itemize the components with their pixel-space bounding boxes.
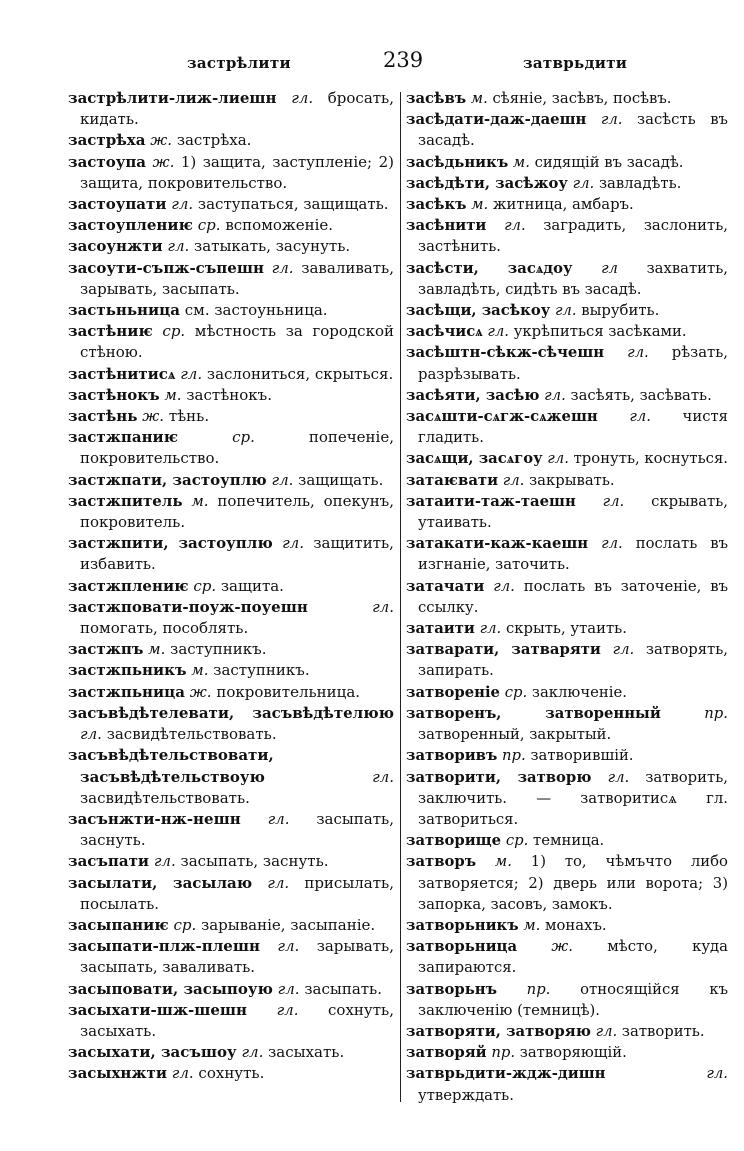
entry-part-of-speech: гл. xyxy=(167,237,190,256)
entry-part-of-speech: гл. xyxy=(241,1043,264,1062)
entry-part-of-speech: м. xyxy=(523,916,541,934)
entry-headword: затворяй xyxy=(406,1044,487,1062)
entry-definition: засѣсть въ засадѣ. xyxy=(418,111,728,150)
entry-definition: попеченіе, покровительство. xyxy=(80,428,394,468)
entry-definition: заступникъ. xyxy=(213,661,310,680)
dictionary-entry xyxy=(68,364,394,385)
dictionary-entry xyxy=(406,406,728,448)
entry-headword: затворъ xyxy=(406,853,477,871)
entry-part-of-speech: м. xyxy=(164,385,182,404)
entry-definition: послать въ изгнаніе, заточить. xyxy=(418,535,728,574)
dictionary-entry xyxy=(68,1042,394,1063)
entry-headword: застоуплениѥ xyxy=(68,216,193,235)
dictionary-entry xyxy=(68,873,394,915)
dictionary-entry xyxy=(406,215,728,257)
entry-part-of-speech: гл. xyxy=(554,302,577,320)
entry-part-of-speech: гл. xyxy=(80,725,102,744)
dictionary-entry xyxy=(406,915,728,936)
entry-definition: скрывать, утаивать. xyxy=(418,492,728,532)
entry-definition: укрѣпиться засѣками. xyxy=(513,323,687,341)
entry-headword: засыповати, засыпоую xyxy=(68,979,273,998)
dictionary-entry xyxy=(68,576,394,597)
dictionary-entry xyxy=(406,300,728,321)
entry-part-of-speech: гл. xyxy=(544,386,566,404)
entry-part-of-speech: м. xyxy=(494,853,512,871)
entry-definition: защита. xyxy=(220,576,284,595)
entry-definition: затыкать, засунуть. xyxy=(194,237,351,256)
entry-part-of-speech: ср. xyxy=(232,428,255,447)
dictionary-entry xyxy=(406,470,728,491)
dictionary-entry xyxy=(68,236,394,257)
entry-definition: послать въ заточеніе, въ ссылку. xyxy=(418,577,728,616)
entry-part-of-speech: гл. xyxy=(607,768,630,786)
entry-headword: застѣнитисѧ xyxy=(68,364,176,383)
entry-headword: засънжти-нж-нешн xyxy=(68,809,241,828)
dictionary-entry xyxy=(68,385,394,406)
entry-headword: застжпитель xyxy=(68,491,183,510)
dictionary-entry xyxy=(68,1063,394,1084)
dictionary-entry xyxy=(406,1042,728,1063)
dictionary-entry xyxy=(68,703,394,745)
entry-definition: засвидѣтельствовать. xyxy=(106,725,277,744)
entry-part-of-speech: гл. xyxy=(277,979,300,998)
entry-headword: застѣниѥ xyxy=(68,322,153,341)
entry-definition: утверждать. xyxy=(418,1086,514,1104)
entry-headword: засѣяти, засѣю xyxy=(406,386,540,404)
entry-headword: застжпити, застоуплю xyxy=(68,534,273,553)
entry-headword: застрѣлити-лиж-лиешн xyxy=(68,89,277,107)
entry-headword: засоунжти xyxy=(68,237,163,256)
entry-definition: мѣсто, куда запираются. xyxy=(418,938,728,977)
entry-part-of-speech: гл. xyxy=(629,408,651,426)
entry-part-of-speech: гл. xyxy=(267,809,290,828)
dictionary-entry xyxy=(68,979,394,1000)
dictionary-entry xyxy=(68,745,394,809)
dictionary-entry xyxy=(406,1063,728,1105)
entry-definition: мѣстность за городской стѣною. xyxy=(80,322,394,362)
entry-part-of-speech: гл. xyxy=(547,450,569,468)
entry-headword: засъвѣдѣтельствовати, засъвѣдѣтельствоую xyxy=(68,746,274,786)
entry-part-of-speech: гл. xyxy=(372,597,394,616)
entry-headword: засыхнжти xyxy=(68,1064,167,1083)
entry-part-of-speech: ж. xyxy=(189,682,212,701)
dictionary-entry xyxy=(68,321,394,363)
entry-headword: застжпаниѥ xyxy=(68,428,179,447)
entry-headword: застжпьница xyxy=(68,682,185,701)
entry-headword: затворьнъ xyxy=(406,980,497,998)
dictionary-entry xyxy=(68,88,394,130)
entry-part-of-speech: гл. xyxy=(271,258,294,277)
entry-definition: засѣять, засѣвать. xyxy=(570,386,712,404)
entry-headword: засѣдьникъ xyxy=(406,153,509,171)
entry-headword: затварати, затваряти xyxy=(406,641,601,659)
entry-headword: застжпати, застоуплю xyxy=(68,470,267,489)
dictionary-entry xyxy=(68,130,394,151)
entry-headword: засѣчисѧ xyxy=(406,323,483,341)
entry-headword: затворяти, затворяю xyxy=(406,1022,591,1040)
dictionary-entry xyxy=(68,194,394,215)
entry-definition: засыпать. xyxy=(304,979,382,998)
entry-part-of-speech: гл xyxy=(601,259,618,277)
entry-part-of-speech: ж. xyxy=(142,407,165,426)
entry-part-of-speech: гл. xyxy=(267,873,290,892)
entry-part-of-speech: гл. xyxy=(171,1064,194,1083)
entry-headword: засѣдѣти, засѣжоу xyxy=(406,174,568,192)
entry-definition: засвидѣтельствовать. xyxy=(80,788,250,807)
entry-headword: затворьникъ xyxy=(406,916,519,934)
dictionary-entry xyxy=(68,215,394,236)
entry-part-of-speech: гл. xyxy=(276,1000,299,1019)
dictionary-entry xyxy=(406,491,728,533)
entry-definition: относящійся къ заключенію (темницѣ). xyxy=(418,980,728,1019)
dictionary-entry xyxy=(68,533,394,575)
entry-headword: застжповати-поуж-поуешн xyxy=(68,597,308,616)
dictionary-entry xyxy=(68,427,394,469)
entry-definition: заключеніе. xyxy=(531,683,627,701)
entry-definition: заваливать, зарывать, засыпать. xyxy=(80,258,394,298)
entry-definition: заступаться, защищать. xyxy=(197,195,389,214)
entry-headword: застжплениѥ xyxy=(68,576,189,595)
running-head-right: затврьдити xyxy=(523,54,628,72)
dictionary-entry xyxy=(68,915,394,936)
entry-headword: засѣштн-сѣкж-сѣчешн xyxy=(406,344,605,362)
dictionary-entry xyxy=(406,576,728,618)
entry-definition: сохнуть. xyxy=(198,1064,265,1083)
entry-definition: захватить, завладѣть, сидѣть въ засадѣ. xyxy=(418,259,728,298)
entry-headword: засыхати, засъшоу xyxy=(68,1043,237,1062)
entry-part-of-speech: м. xyxy=(471,196,489,214)
entry-headword: засыпати-плж-плешн xyxy=(68,937,260,956)
dictionary-entry xyxy=(68,406,394,427)
entry-headword: засѣвъ xyxy=(406,90,467,107)
entry-part-of-speech: ср. xyxy=(504,683,528,701)
dictionary-entry xyxy=(406,979,728,1021)
dictionary-entry xyxy=(406,936,728,978)
entry-headword: затаити xyxy=(406,620,475,638)
entry-definition: присылать, посылать. xyxy=(80,873,394,913)
entry-definition: 1) то, чѣмъчто либо затворяется; 2) дверь или ворота; 3) запорка, засовъ, замокъ. xyxy=(418,853,728,913)
entry-part-of-speech: гл. xyxy=(487,323,509,341)
entry-part-of-speech: гл. xyxy=(180,364,203,383)
dictionary-entry xyxy=(406,88,728,109)
dictionary-entry xyxy=(406,830,728,851)
dictionary-entry xyxy=(68,152,394,194)
dictionary-entry xyxy=(406,682,728,703)
entry-definition: защитить, избавить. xyxy=(80,534,394,574)
entry-part-of-speech: гл. xyxy=(171,195,194,214)
entry-definition: вспоможеніе. xyxy=(225,216,334,235)
entry-headword: затворище xyxy=(406,832,502,850)
entry-definition: житница, амбаръ. xyxy=(492,196,634,214)
entry-headword: засыпаниѥ xyxy=(68,915,169,934)
right-column xyxy=(406,88,728,1106)
dictionary-entry xyxy=(406,342,728,384)
entry-part-of-speech: гл. xyxy=(601,535,623,553)
entry-headword: засѣсти, засѧдоу xyxy=(406,259,573,277)
entry-part-of-speech: пр. xyxy=(502,747,526,765)
entry-definition: попечитель, опекунъ, покровитель. xyxy=(80,491,394,532)
entry-headword: засъпати xyxy=(68,852,150,871)
entry-part-of-speech: м. xyxy=(512,153,530,171)
entry-headword: засылати, засылаю xyxy=(68,873,253,892)
entry-headword: затакати-каж-каешн xyxy=(406,535,589,553)
entry-definition: затворить, заключить. — затворитисѧ гл. затвориться. xyxy=(418,768,728,828)
dictionary-entry xyxy=(406,173,728,194)
entry-headword: затворенъ, затворенный xyxy=(406,704,661,722)
dictionary-entry xyxy=(406,152,728,173)
entry-definition: завладѣть. xyxy=(598,174,682,192)
entry-definition: заградить, заслонить, застѣнить. xyxy=(418,217,728,256)
entry-headword: затачати xyxy=(406,577,485,595)
dictionary-entry xyxy=(406,851,728,915)
entry-definition: монахъ. xyxy=(545,916,607,934)
entry-part-of-speech: гл. xyxy=(600,111,623,129)
entry-headword: затаити-таж-таешн xyxy=(406,492,576,510)
dictionary-entry xyxy=(406,448,728,469)
entry-definition: сохнуть, засыхать. xyxy=(80,1000,394,1040)
entry-headword: застрѣха xyxy=(68,131,146,150)
entry-part-of-speech: ж. xyxy=(152,152,175,171)
entry-part-of-speech: гл. xyxy=(504,217,526,235)
entry-part-of-speech: ср. xyxy=(505,832,529,850)
entry-part-of-speech: м. xyxy=(148,640,166,659)
entry-part-of-speech: гл. xyxy=(706,1065,728,1083)
entry-headword: застжпьникъ xyxy=(68,661,187,680)
entry-definition: 1) защита, заступленіе; 2) защита, покровительство. xyxy=(80,152,394,192)
entry-definition: засыпать, заснуть. xyxy=(180,852,329,871)
entry-definition: темница. xyxy=(533,832,605,850)
dictionary-entry xyxy=(68,258,394,300)
entry-part-of-speech: пр. xyxy=(526,980,551,998)
dictionary-entry xyxy=(406,321,728,342)
entry-headword: засъвѣдѣтелевати, засъвѣдѣтелюю xyxy=(68,703,394,722)
entry-part-of-speech: гл. xyxy=(277,937,300,956)
entry-definition: застрѣха. xyxy=(176,131,252,150)
entry-definition: засыпать, заснуть. xyxy=(80,809,394,850)
entry-definition: тѣнь. xyxy=(168,407,210,426)
entry-definition: бросать, кидать. xyxy=(80,89,394,129)
entry-part-of-speech: пр. xyxy=(704,704,728,722)
entry-headword: затаѥвати xyxy=(406,471,499,489)
entry-part-of-speech: м. xyxy=(191,661,209,680)
entry-definition: застѣнокъ. xyxy=(186,385,272,404)
entry-part-of-speech: гл. xyxy=(493,577,515,595)
entry-part-of-speech: ж. xyxy=(150,131,173,150)
dictionary-entry xyxy=(406,618,728,639)
entry-definition: тронуть, коснуться. xyxy=(573,450,728,468)
dictionary-entry xyxy=(68,639,394,660)
entry-definition: зарываніе, засыпаніе. xyxy=(201,915,376,934)
dictionary-entry xyxy=(406,703,728,745)
dictionary-entry xyxy=(68,660,394,681)
entry-headword: затворивъ xyxy=(406,747,498,765)
dictionary-entry xyxy=(406,639,728,681)
dictionary-entry xyxy=(406,1021,728,1042)
entry-headword: застьньница xyxy=(68,301,180,320)
dictionary-entry xyxy=(68,936,394,978)
entry-part-of-speech: гл. xyxy=(595,1022,618,1040)
page-header xyxy=(0,48,744,78)
dictionary-entry xyxy=(68,809,394,851)
column-divider xyxy=(400,92,401,1102)
entry-part-of-speech: ср. xyxy=(162,322,186,341)
entry-headword: застоупа xyxy=(68,152,147,171)
entry-definition: покровительница. xyxy=(216,682,361,701)
entry-part-of-speech: ср. xyxy=(197,216,221,235)
entry-part-of-speech: гл. xyxy=(612,641,635,659)
entry-part-of-speech: гл. xyxy=(502,471,525,489)
entry-part-of-speech: м. xyxy=(191,491,209,510)
entry-part-of-speech: ж. xyxy=(551,938,573,956)
dictionary-entry xyxy=(406,109,728,151)
entry-definition: затворять, запирать. xyxy=(418,641,728,680)
entry-part-of-speech: гл. xyxy=(153,852,176,871)
entry-headword: засѣщи, засѣкоу xyxy=(406,302,551,320)
entry-part-of-speech: пр. xyxy=(491,1044,516,1062)
entry-headword: засыхати-шж-шешн xyxy=(68,1000,248,1019)
dictionary-entry xyxy=(406,745,728,766)
entry-headword: засоути-съпж-съпешн xyxy=(68,258,264,277)
entry-definition: затворившій. xyxy=(530,747,634,765)
entry-headword: засѣнити xyxy=(406,217,487,235)
entry-definition: вырубить. xyxy=(581,302,660,320)
dictionary-entry xyxy=(68,491,394,533)
entry-part-of-speech: гл. xyxy=(291,89,314,107)
entry-definition: закрывать. xyxy=(529,471,615,489)
entry-part-of-speech: ср. xyxy=(173,915,197,934)
entry-headword: засѧщи, засѧгоу xyxy=(406,450,543,468)
entry-definition: затворить. xyxy=(621,1022,705,1040)
dictionary-entry xyxy=(68,300,394,321)
left-column xyxy=(68,88,394,1085)
running-head-left: застрѣлити xyxy=(187,54,291,72)
entry-part-of-speech: ср. xyxy=(193,576,217,595)
dictionary-entry xyxy=(406,533,728,575)
entry-part-of-speech: гл. xyxy=(627,344,649,362)
entry-part-of-speech: гл. xyxy=(602,492,625,510)
dictionary-entry xyxy=(406,194,728,215)
entry-part-of-speech: м. xyxy=(470,90,488,107)
entry-definition: зарывать, засыпать, заваливать. xyxy=(80,937,394,977)
entry-definition: см. застоуньница. xyxy=(184,301,328,320)
entry-definition: сидящій въ засадѣ. xyxy=(534,153,684,171)
dictionary-entry xyxy=(68,1000,394,1042)
dictionary-entry xyxy=(406,385,728,406)
entry-part-of-speech: гл. xyxy=(572,174,595,192)
entry-headword: затврьдити-ждж-дишн xyxy=(406,1065,606,1083)
dictionary-entry xyxy=(406,767,728,831)
entry-definition: помогать, пособлять. xyxy=(80,619,249,638)
entry-headword: застжпъ xyxy=(68,640,144,659)
dictionary-entry xyxy=(406,258,728,300)
dictionary-entry xyxy=(68,682,394,703)
dictionary-entry xyxy=(68,470,394,491)
entry-definition: затворяющій. xyxy=(519,1044,627,1062)
entry-part-of-speech: гл. xyxy=(372,767,394,786)
entry-definition: заступникъ. xyxy=(170,640,267,659)
entry-definition: затворенный, закрытый. xyxy=(418,726,612,744)
entry-part-of-speech: гл. xyxy=(282,534,304,553)
entry-definition: рѣзать, разрѣзывать. xyxy=(418,344,728,383)
entry-headword: засѧшти-сѧгж-сѧжешн xyxy=(406,408,598,426)
entry-definition: скрыть, утаить. xyxy=(505,620,627,638)
entry-part-of-speech: гл. xyxy=(271,470,294,489)
entry-part-of-speech: гл. xyxy=(479,620,502,638)
entry-headword: засѣкъ xyxy=(406,196,467,214)
entry-headword: засѣдати-даж-даешн xyxy=(406,111,587,129)
entry-definition: заслониться, скрыться. xyxy=(206,364,394,383)
entry-definition: чистя гладить. xyxy=(418,408,728,447)
entry-headword: затворити, затворю xyxy=(406,768,592,786)
entry-definition: засыхать. xyxy=(268,1043,345,1062)
page-number: 239 xyxy=(383,48,424,72)
entry-headword: застѣнокъ xyxy=(68,385,160,404)
entry-headword: затвореніе xyxy=(406,683,500,701)
entry-headword: застоупати xyxy=(68,195,167,214)
dictionary-entry xyxy=(68,597,394,639)
entry-definition: сѣяніе, засѣвъ, посѣвъ. xyxy=(492,90,672,107)
entry-headword: затворьница xyxy=(406,938,518,956)
dictionary-entry xyxy=(68,851,394,872)
entry-definition: защищать. xyxy=(298,470,384,489)
entry-headword: застѣнь xyxy=(68,407,138,426)
